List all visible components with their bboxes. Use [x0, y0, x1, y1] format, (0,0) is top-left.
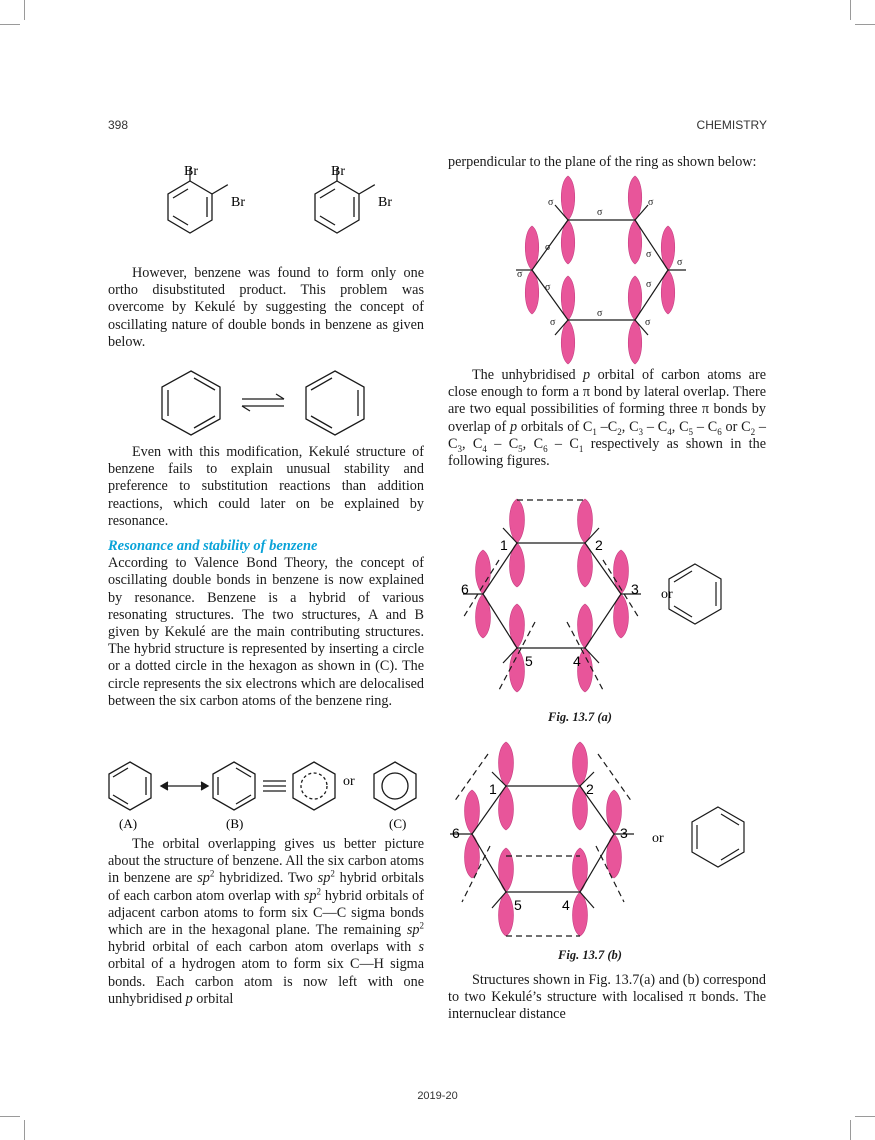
superscript: 2: [316, 885, 321, 896]
crop-mark: [850, 1120, 851, 1140]
subscript: 5: [688, 426, 694, 437]
text-run: orbital of carbon atoms are close enough to form a π bond by lateral overlap. There are two equal possibilities of forming three π bonds by overlap of: [448, 367, 766, 435]
atom-label: 3: [620, 825, 628, 841]
crop-mark: [24, 0, 25, 20]
page-footer: 2019-20: [417, 1090, 458, 1102]
atom-label: 3: [631, 581, 639, 597]
atom-label: 2: [595, 537, 603, 553]
structure-label-c: (C): [389, 816, 407, 831]
text-run: , C: [671, 418, 689, 435]
subscript: 2: [617, 426, 622, 437]
subscript: 4: [667, 426, 672, 437]
text-run: sp: [197, 870, 210, 887]
atom-label: 6: [461, 581, 469, 597]
br-label: Br: [378, 195, 392, 210]
page-number: 398: [108, 118, 129, 132]
figure-caption: Fig. 13.7 (b): [558, 948, 622, 962]
text-run: – C: [486, 435, 519, 452]
sigma-label: σ: [545, 242, 551, 253]
text-run: sp: [303, 887, 317, 904]
text-run: – C: [693, 418, 718, 435]
crop-mark: [855, 1116, 875, 1117]
paragraph: [108, 444, 424, 710]
text-run: hybrid orbitals of each carbon atom overlap with: [108, 870, 424, 904]
structure-label-b: (B): [226, 816, 244, 831]
text-run: The orbital overlapping gives us better picture about the structure of benzene. All the six carbon atoms in benzene are: [108, 836, 424, 887]
sigma-framework-figure: [500, 175, 700, 360]
text-run: or C: [721, 418, 751, 435]
subscript: 1: [592, 426, 597, 437]
text-run: – C: [643, 418, 668, 435]
text-run: hybrid orbital of each carbon atom overlaps with: [108, 939, 419, 956]
figure-13-7a: [455, 498, 765, 698]
crop-mark: [850, 0, 851, 20]
crop-mark: [855, 24, 875, 25]
text-run: , C: [461, 435, 483, 452]
crop-mark: [24, 1120, 25, 1140]
sigma-label: σ: [550, 317, 556, 328]
ortho-dibromobenzene-figure: [150, 158, 410, 248]
subscript: 6: [543, 443, 548, 454]
sigma-label: σ: [517, 269, 523, 280]
text-run: – C: [547, 435, 579, 452]
paragraph: [448, 367, 766, 470]
sigma-label: σ: [648, 197, 654, 208]
text-run: p: [185, 990, 193, 1007]
figure-13-7b: [448, 742, 758, 942]
resonance-structures-figure: [106, 758, 426, 838]
text-run: hybridized. Two: [214, 870, 318, 887]
text-run: hybrid orbitals of adjacent carbon atoms to form six C—C sigma bonds which are in the hexagonal plane. The remaining: [108, 887, 424, 939]
sigma-label: σ: [645, 317, 651, 328]
atom-label: 2: [586, 781, 594, 797]
sigma-label: σ: [646, 249, 652, 260]
kekule-oscillation-figure: [158, 368, 373, 438]
figure-caption: Fig. 13.7 (a): [548, 710, 612, 724]
subscript: 3: [457, 443, 462, 454]
sigma-label: σ: [677, 257, 683, 268]
paragraph-ortho: However, benzene was found to form only one ortho disubstituted product. This problem was overcome by Kekulé by suggesting the concept of oscillating nature of double bonds in benzene as given below.: [108, 265, 424, 350]
br-label: Br: [331, 164, 345, 179]
paragraph-perpendicular: perpendicular to the plane of the ring as shown below:: [448, 154, 757, 170]
br-label: Br: [184, 164, 198, 179]
or-label: or: [652, 831, 664, 846]
atom-label: 5: [525, 653, 533, 669]
paragraph-pi-bonds: [448, 367, 766, 470]
running-header: CHEMISTRY: [696, 118, 767, 132]
superscript: 2: [209, 868, 215, 879]
paragraph: [448, 154, 766, 171]
or-label: or: [343, 774, 355, 789]
subscript: 5: [518, 443, 523, 454]
br-label: Br: [231, 195, 245, 210]
text-run: –C: [596, 418, 618, 435]
paragraph-orbital-overlap: [108, 836, 424, 1008]
atom-label: 5: [514, 897, 522, 913]
text-run: s: [418, 939, 424, 956]
superscript: 2: [419, 920, 424, 931]
subscript: 2: [750, 426, 756, 437]
paragraph-kekule-structures: Structures shown in Fig. 13.7(a) and (b) correspond to two Kekulé’s structure with localised π bonds. The internuclear distance: [448, 972, 766, 1023]
crop-mark: [0, 24, 20, 25]
paragraph-modification: Even with this modification, Kekulé structure of benzene fails to explain unusual stability and preference to substitution reactions than addition reactions, which could later on be explained by resonance.: [108, 444, 424, 529]
crop-mark: [0, 1116, 20, 1117]
atom-label: 4: [562, 897, 570, 913]
paragraph: [108, 265, 424, 351]
text-run: orbital of a hydrogen atom to form six C—H sigma bonds. Each carbon atom is now left with one unhybridised: [108, 956, 424, 1007]
paragraph: [108, 836, 424, 1008]
text-run: , C: [621, 418, 639, 435]
or-label: or: [661, 587, 673, 602]
sigma-label: σ: [597, 308, 603, 319]
text-run: p: [509, 418, 518, 435]
paragraph: [448, 972, 766, 1024]
text-run: sp: [406, 922, 420, 939]
section-heading: Resonance and stability of benzene: [108, 538, 318, 555]
text-run: sp: [317, 870, 331, 887]
text-run: – C: [448, 418, 767, 452]
text-run: respectively as shown in the following figures.: [448, 435, 767, 470]
text-run: orbital: [192, 990, 234, 1007]
subscript: 3: [638, 426, 644, 437]
atom-label: 1: [489, 781, 497, 797]
subscript: 1: [578, 443, 584, 454]
superscript: 2: [330, 868, 335, 879]
paragraph-resonance: According to Valence Bond Theory, the concept of oscillating double bonds in benzene is now explained by resonance. Benzene is a hybrid of various resonating structures. The two structures, A and B given by Kekulé are the main contributing structures. The hybrid structure is represented by inserting a circle or a dotted circle in the hexagon as shown in (C). The circle represents the six electrons which are delocalised between the six carbon atoms of the benzene ring.: [108, 555, 424, 709]
atom-label: 6: [452, 825, 460, 841]
text-run: p: [583, 367, 591, 383]
text-run: The unhybridised: [472, 367, 584, 383]
structure-label-a: (A): [119, 816, 138, 831]
atom-label: 4: [573, 653, 581, 669]
atom-label: 1: [500, 537, 508, 553]
sigma-label: σ: [646, 279, 652, 290]
sigma-label: σ: [597, 207, 603, 218]
subscript: 4: [482, 443, 487, 454]
subscript: 6: [717, 426, 722, 437]
sigma-label: σ: [545, 282, 551, 293]
sigma-label: σ: [548, 197, 554, 208]
text-run: , C: [522, 435, 544, 452]
text-run: orbitals of C: [517, 418, 593, 435]
